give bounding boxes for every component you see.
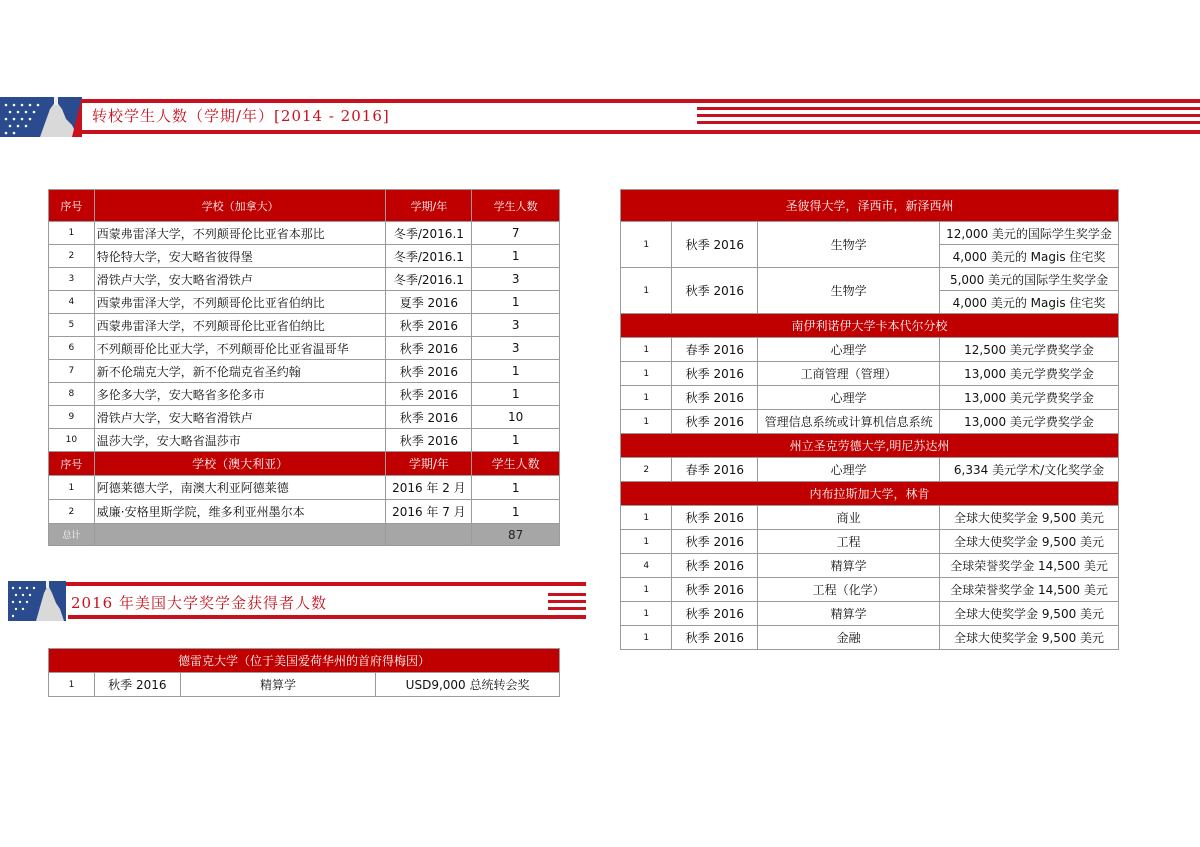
table-row — [621, 554, 1119, 578]
header-index: 序号 — [49, 190, 95, 222]
table-row — [49, 360, 560, 383]
total-empty — [94, 524, 386, 546]
row-term: 2016 年 7 月 — [386, 500, 472, 524]
row-term: 秋季 2016 — [672, 506, 758, 530]
table-row — [621, 578, 1119, 602]
banner-redline — [8, 582, 586, 586]
drake-table — [48, 648, 560, 697]
row-index: 1 — [621, 602, 672, 626]
table-row — [49, 314, 560, 337]
row-count: 1 — [472, 360, 560, 383]
row-term: 夏季 2016 — [386, 291, 472, 314]
header-school: 学校（加拿大） — [94, 190, 386, 222]
row-index: 2 — [621, 458, 672, 482]
row-award: 13,000 美元学费奖学金 — [940, 362, 1119, 386]
table-row — [49, 337, 560, 360]
row-award: 全球大使奖学金 9,500 美元 — [940, 506, 1119, 530]
row-major: 工程（化学） — [758, 578, 940, 602]
row-index: 4 — [621, 554, 672, 578]
row-index: 1 — [621, 268, 672, 314]
row-term: 秋季 2016 — [672, 222, 758, 268]
row-index: 1 — [621, 362, 672, 386]
table-row — [49, 383, 560, 406]
row-term: 秋季 2016 — [672, 268, 758, 314]
row-school: 西蒙弗雷泽大学，不列颠哥伦比亚省本那比 — [94, 222, 386, 245]
table-row — [49, 268, 560, 291]
row-count: 1 — [472, 291, 560, 314]
row-school: 滑铁卢大学，安大略省滑铁卢 — [94, 268, 386, 291]
table-row — [621, 268, 1119, 291]
row-term: 秋季 2016 — [672, 386, 758, 410]
section-header — [49, 649, 560, 673]
total-empty — [386, 524, 472, 546]
header-index: 序号 — [49, 452, 95, 476]
row-index: 6 — [49, 337, 95, 360]
row-count: 1 — [472, 245, 560, 268]
row-count: 1 — [472, 429, 560, 452]
banner-title: 2016 年美国大学奖学金获得者人数 — [71, 594, 327, 612]
section-title: 南伊利诺伊大学卡本代尔分校 — [621, 314, 1119, 338]
row-term: 秋季 2016 — [672, 578, 758, 602]
row-count: 7 — [472, 222, 560, 245]
banner-scholarship — [8, 581, 586, 621]
row-award: 12,000 美元的国际学生奖学金 — [940, 222, 1119, 245]
row-term: 秋季 2016 — [386, 383, 472, 406]
row-index: 7 — [49, 360, 95, 383]
row-award: 4,000 美元的 Magis 住宅奖 — [940, 291, 1119, 314]
table-header-row — [49, 190, 560, 222]
header-term: 学期/年 — [386, 452, 472, 476]
row-award: 全球荣誉奖学金 14,500 美元 — [940, 578, 1119, 602]
row-term: 2016 年 2 月 — [386, 476, 472, 500]
row-index: 1 — [621, 506, 672, 530]
row-term: 秋季 2016 — [386, 337, 472, 360]
table-row — [49, 429, 560, 452]
row-index: 9 — [49, 406, 95, 429]
header-term: 学期/年 — [386, 190, 472, 222]
row-count: 1 — [472, 500, 560, 524]
row-major: 精算学 — [758, 554, 940, 578]
row-award: 13,000 美元学费奖学金 — [940, 386, 1119, 410]
row-school: 特伦特大学，安大略省彼得堡 — [94, 245, 386, 268]
row-term: 秋季 2016 — [672, 362, 758, 386]
row-major: 心理学 — [758, 338, 940, 362]
row-index: 1 — [621, 222, 672, 268]
row-term: 秋季 2016 — [386, 429, 472, 452]
transfer-table — [48, 189, 560, 546]
row-index: 1 — [621, 626, 672, 650]
section-title: 德雷克大学（位于美国爱荷华州的首府得梅因） — [49, 649, 560, 673]
table-row — [621, 222, 1119, 245]
row-award: 全球荣誉奖学金 14,500 美元 — [940, 554, 1119, 578]
table-header-row-australia — [49, 452, 560, 476]
row-school: 滑铁卢大学，安大略省滑铁卢 — [94, 406, 386, 429]
table-row — [49, 476, 560, 500]
section-title: 州立圣克劳德大学,明尼苏达州 — [621, 434, 1119, 458]
table-row — [49, 500, 560, 524]
row-index: 2 — [49, 500, 95, 524]
row-count: 1 — [472, 383, 560, 406]
row-term: 秋季 2016 — [386, 314, 472, 337]
row-major: 生物学 — [758, 268, 940, 314]
total-label: 总计 — [49, 524, 95, 546]
table-row — [49, 406, 560, 429]
row-term: 秋季 2016 — [672, 626, 758, 650]
banner-redline — [68, 615, 586, 619]
banner-stripes — [697, 107, 1200, 128]
table-row — [621, 626, 1119, 650]
row-term: 冬季/2016.1 — [386, 222, 472, 245]
row-major: 商业 — [758, 506, 940, 530]
table-total-row — [49, 524, 560, 546]
table-row — [621, 602, 1119, 626]
table-row — [49, 222, 560, 245]
row-award: 13,000 美元学费奖学金 — [940, 410, 1119, 434]
section-title: 内布拉斯加大学，林肯 — [621, 482, 1119, 506]
row-count: 1 — [472, 476, 560, 500]
us-flag-liberty-icon — [0, 97, 82, 137]
row-award: 4,000 美元的 Magis 住宅奖 — [940, 245, 1119, 268]
row-school: 西蒙弗雷泽大学，不列颠哥伦比亚省伯纳比 — [94, 291, 386, 314]
row-school: 新不伦瑞克大学，新不伦瑞克省圣约翰 — [94, 360, 386, 383]
row-award: 12,500 美元学费奖学金 — [940, 338, 1119, 362]
table-row — [621, 506, 1119, 530]
row-award: 全球大使奖学金 9,500 美元 — [940, 626, 1119, 650]
header-school: 学校（澳大利亚） — [94, 452, 386, 476]
row-index: 5 — [49, 314, 95, 337]
row-index: 3 — [49, 268, 95, 291]
row-award: 全球大使奖学金 9,500 美元 — [940, 530, 1119, 554]
banner-stripes — [548, 593, 586, 614]
row-index: 1 — [621, 386, 672, 410]
row-major: 精算学 — [180, 673, 375, 697]
row-term: 冬季/2016.1 — [386, 268, 472, 291]
row-count: 10 — [472, 406, 560, 429]
row-term: 秋季 2016 — [386, 360, 472, 383]
header-count: 学生人数 — [472, 190, 560, 222]
row-major: 管理信息系统或计算机信息系统 — [758, 410, 940, 434]
row-award: 6,334 美元学术/文化奖学金 — [940, 458, 1119, 482]
row-term: 春季 2016 — [672, 458, 758, 482]
banner-redline — [0, 99, 1200, 103]
row-index: 1 — [621, 578, 672, 602]
row-index: 10 — [49, 429, 95, 452]
table-row — [621, 410, 1119, 434]
us-flag-liberty-icon — [8, 581, 66, 621]
section-header — [621, 190, 1119, 222]
row-index: 1 — [621, 410, 672, 434]
row-index: 1 — [621, 530, 672, 554]
row-major: 精算学 — [758, 602, 940, 626]
table-row — [49, 673, 560, 697]
row-term: 秋季 2016 — [386, 406, 472, 429]
row-term: 秋季 2016 — [672, 554, 758, 578]
row-index: 1 — [49, 673, 95, 697]
row-award: USD9,000 总统转会奖 — [376, 673, 560, 697]
row-index: 1 — [621, 338, 672, 362]
header-count: 学生人数 — [472, 452, 560, 476]
table-row — [621, 338, 1119, 362]
row-count: 3 — [472, 314, 560, 337]
row-major: 心理学 — [758, 386, 940, 410]
table-row — [621, 386, 1119, 410]
row-school: 温莎大学，安大略省温莎市 — [94, 429, 386, 452]
banner-redline — [80, 130, 1200, 134]
row-term: 春季 2016 — [672, 338, 758, 362]
row-major: 工商管理（管理） — [758, 362, 940, 386]
row-term: 秋季 2016 — [672, 530, 758, 554]
row-index: 8 — [49, 383, 95, 406]
row-award: 5,000 美元的国际学生奖学金 — [940, 268, 1119, 291]
row-term: 秋季 2016 — [94, 673, 180, 697]
row-count: 3 — [472, 337, 560, 360]
scholarship-table — [620, 189, 1119, 650]
row-index: 2 — [49, 245, 95, 268]
row-school: 多伦多大学，安大略省多伦多市 — [94, 383, 386, 406]
row-school: 不列颠哥伦比亚大学，不列颠哥伦比亚省温哥华 — [94, 337, 386, 360]
row-count: 3 — [472, 268, 560, 291]
banner-title: 转校学生人数（学期/年）[2014 - 2016] — [92, 107, 390, 125]
row-major: 工程 — [758, 530, 940, 554]
row-school: 阿德莱德大学，南澳大利亚阿德莱德 — [94, 476, 386, 500]
section-header — [621, 482, 1119, 506]
table-row — [49, 291, 560, 314]
table-row — [49, 245, 560, 268]
table-row — [621, 530, 1119, 554]
table-row — [621, 362, 1119, 386]
row-term: 冬季/2016.1 — [386, 245, 472, 268]
row-index: 4 — [49, 291, 95, 314]
row-term: 秋季 2016 — [672, 410, 758, 434]
row-school: 西蒙弗雷泽大学，不列颠哥伦比亚省伯纳比 — [94, 314, 386, 337]
row-term: 秋季 2016 — [672, 602, 758, 626]
total-value: 87 — [472, 524, 560, 546]
banner-transfer — [0, 97, 1200, 137]
section-header — [621, 314, 1119, 338]
section-header — [621, 434, 1119, 458]
section-title: 圣彼得大学，泽西市，新泽西州 — [621, 190, 1119, 222]
table-row — [621, 458, 1119, 482]
row-major: 心理学 — [758, 458, 940, 482]
row-school: 威廉·安格里斯学院，维多利亚州墨尔本 — [94, 500, 386, 524]
row-major: 金融 — [758, 626, 940, 650]
row-award: 全球大使奖学金 9,500 美元 — [940, 602, 1119, 626]
row-major: 生物学 — [758, 222, 940, 268]
row-index: 1 — [49, 476, 95, 500]
row-index: 1 — [49, 222, 95, 245]
